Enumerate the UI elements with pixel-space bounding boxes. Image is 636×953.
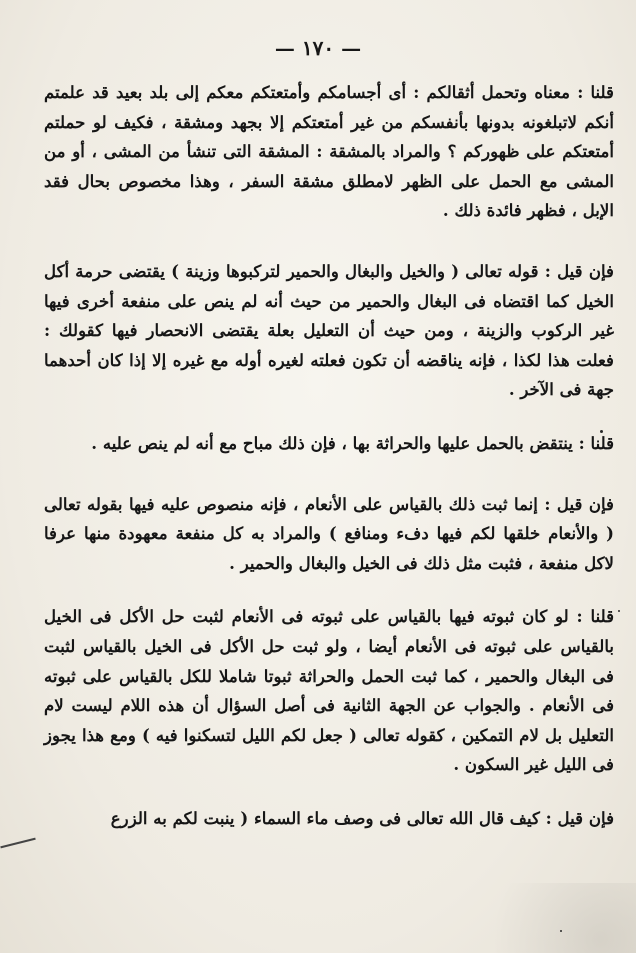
- scan-shadow: [456, 883, 636, 953]
- paragraph-6: فإن قيل : كيف قال الله تعالى فى وصف ماء السماء ( ينبت لكم به الزرع: [110, 807, 614, 828]
- scan-speck: [618, 610, 620, 612]
- paragraph-gap: [44, 226, 614, 257]
- paragraph-gap: [44, 459, 614, 490]
- paragraph-5: قلنا : لو كان ثبوته فيها بالقياس على ثبوته فى الأنعام لثبت حل الأكل فى الخيل بالقياس على ثبوته فى الأنعام أيضا ، ولو ثبت حل الأكل فى الخيل بالقياس لثبت فى البغال والحمير ، كما ثبت الحمل والحراثة ثبوتا شاملا للكل بالقياس على ثبوته فى الأنعام . والجواب عن الجهة الثانية فى أصل السؤال أن هذه اللام ليست لام التعليل بل لام التمكين ، كقوله تعالى ( جعل لكم الليل لتسكنوا فيه ) ومع هذا يجوز فى الليل غير السكون .: [44, 606, 614, 775]
- page-number: — ١٧٠ —: [274, 36, 362, 60]
- paragraph-gap: [44, 405, 614, 429]
- scan-speck: [600, 430, 603, 433]
- paragraph-1: قلنا : معناه وتحمل أثقالكم : أى أجسامكم وأمتعتكم معكم إلى بلد بعيد قد علمتم أنكم لاتبلغونه بدونها بأنفسكم من غير أمتعتكم إلا بجهد ومشقة ، فكيف لو حملتم أمتعتكم على ظهوركم ؟ والمراد بالمشقة : المشقة التى تنشأ من المشى ، أو من المشى مع الحمل على الظهر لامطلق مشقة السفر ، وهذا مخصوص بحال فقد الإبل ، فظهر فائدة ذلك .: [44, 82, 614, 221]
- paragraph-2: فإن قيل : قوله تعالى ( والخيل والبغال والحمير لتركبوها وزينة ) يقتضى حرمة أكل الخيل كما اقتضاه فى البغال والحمير من حيث أنه لم ينص على منفعة أخرى فيها غير الركوب والزينة ، ومن حيث أن التعليل بعلة يقتضى الانحصار فيها كقولك : فعلت هذا لكذا ، فإنه يناقضه أن تكون فعلته لغيره أوله مع غيره إلا إذا كان أحدهما جهة فى الآخر .: [44, 260, 614, 400]
- body-text: [44, 78, 614, 833]
- paragraph-gap: [44, 578, 614, 602]
- paragraph-gap: [44, 780, 614, 804]
- scan-artifact-line: [0, 838, 35, 849]
- paragraph-3: قلنا : ينتقض بالحمل عليها والحراثة بها ، فإن ذلك مباح مع أنه لم ينص عليه .: [91, 432, 614, 453]
- paragraph-4: فإن قيل : إنما ثبت ذلك بالقياس على الأنعام ، فإنه منصوص عليه فيها بقوله تعالى ( والأنعام خلقها لكم فيها دفء ومنافع ) والمراد به كل منفعة معهودة منها عرفا لاكل منفعة ، فثبت مثل ذلك فى الخيل والبغال والحمير .: [44, 493, 614, 573]
